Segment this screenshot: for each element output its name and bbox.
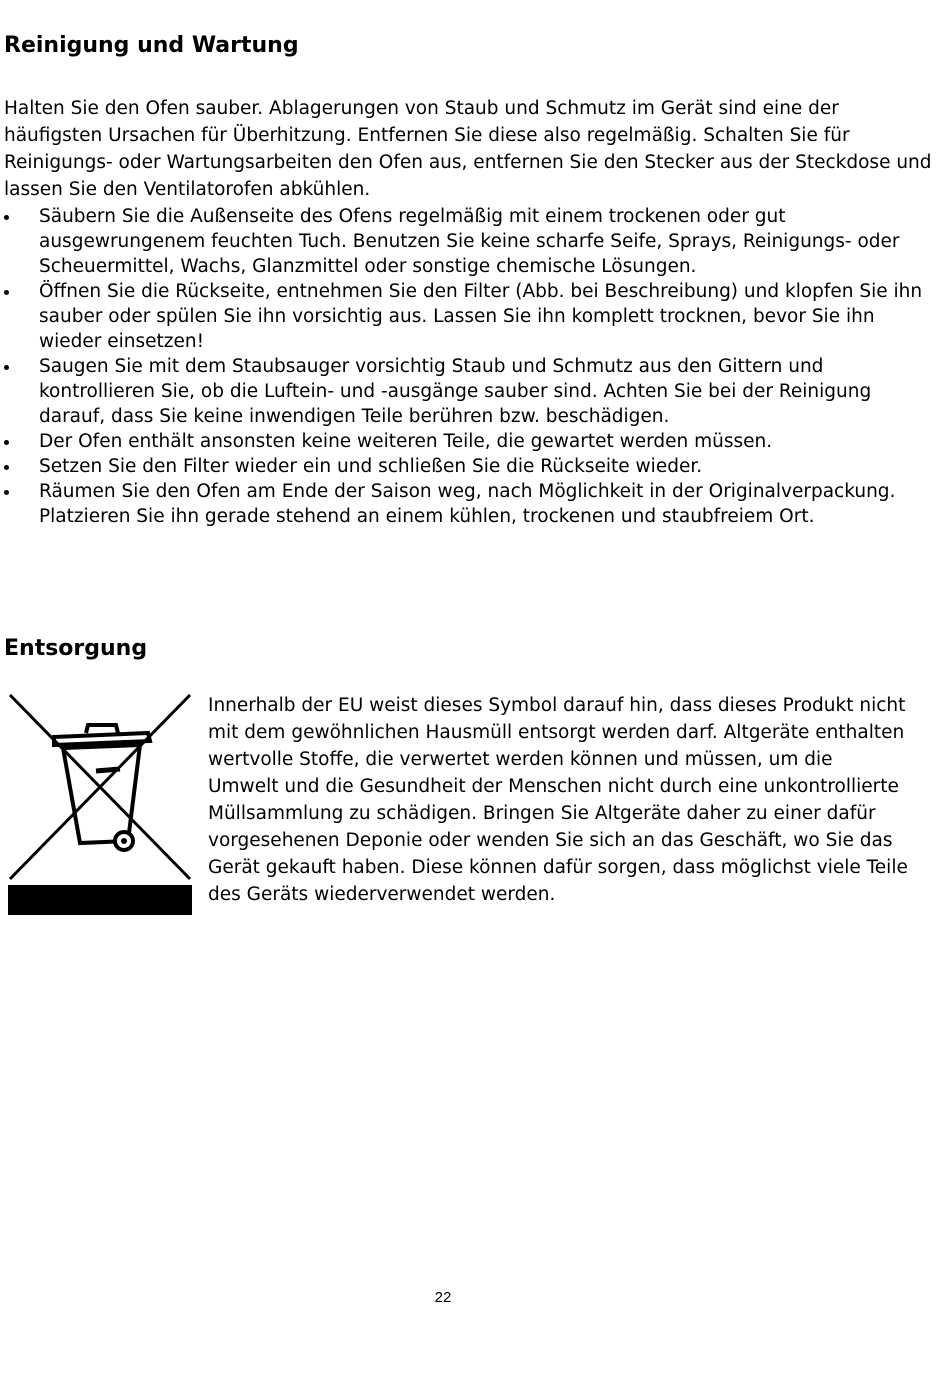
list-item <box>0 479 930 529</box>
list-item-text: Öffnen Sie die Rückseite, entnehmen Sie den Filter (Abb. bei Beschreibung) und klopfen Sie ihn sauber oder spülen Sie ihn vorsichtig aus. Lassen Sie ihn komplett trocknen, bevor Sie ihn wieder einsetzen! <box>39 281 923 352</box>
bullet-icon <box>4 490 9 495</box>
list-item-text: Der Ofen enthält ansonsten keine weiteren Teile, die gewartet werden müssen. <box>39 431 773 452</box>
section-title-cleaning: Reinigung und Wartung <box>4 33 299 58</box>
bullet-icon <box>4 365 9 370</box>
bullet-icon <box>4 215 9 220</box>
section-title-disposal: Entsorgung <box>4 636 148 661</box>
list-item-text: Säubern Sie die Außenseite des Ofens regelmäßig mit einem trockenen oder gut ausgewrungenem feuchten Tuch. Benutzen Sie keine scharfe Seife, Sprays, Reinigungs- oder Scheuermittel, Wachs, Glanzmittel oder sonstige chemische Lösungen. <box>39 206 900 277</box>
list-item <box>0 279 930 354</box>
list-item <box>0 454 930 479</box>
bullet-icon <box>4 465 9 470</box>
list-item <box>0 354 930 429</box>
list-item <box>0 204 930 279</box>
list-item-text: Saugen Sie mit dem Staubsauger vorsichtig Staub und Schmutz aus den Gittern und kontrollieren Sie, ob die Luftein- und -ausgänge sauber sind. Achten Sie bei der Reinigung darauf, dass Sie keine inwendigen Teile berühren bzw. beschädigen. <box>39 356 872 427</box>
bullet-icon <box>4 440 9 445</box>
cleaning-bullet-list <box>0 204 930 529</box>
bullet-icon <box>4 290 9 295</box>
disposal-paragraph: Innerhalb der EU weist dieses Symbol darauf hin, dass dieses Produkt nicht mit dem gewöhnlichen Hausmüll entsorgt werden darf. Altgeräte enthalten wertvolle Stoffe, die verwertet werden können und müssen, um die Umwelt und die Gesundheit der Menschen nicht durch eine unkontrollierte Müllsammlung zu schädigen. Bringen Sie Altgeräte daher zu einer dafür vorgesehenen Deponie oder wenden Sie sich an das Geschäft, wo Sie das Gerät gekauft haben. Diese können dafür sorgen, dass möglichst viele Teile des Geräts wiederverwendet werden. <box>208 695 908 905</box>
list-item <box>0 429 930 454</box>
list-item-text: Räumen Sie den Ofen am Ende der Saison weg, nach Möglichkeit in der Originalverpackung. Platzieren Sie ihn gerade stehend an einem kühlen, trockenen und staubfreiem Ort. <box>39 481 896 527</box>
cleaning-intro-paragraph: Halten Sie den Ofen sauber. Ablagerungen von Staub und Schmutz im Gerät sind eine der häufigsten Ursachen für Überhitzung. Entfernen Sie diese also regelmäßig. Schalten Sie für Reinigungs- oder Wartungsarbeiten den Ofen aus, entfernen Sie den Stecker aus der Steckdose und lassen Sie den Ventilatorofen abkühlen. <box>4 98 932 200</box>
list-item-text: Setzen Sie den Filter wieder ein und schließen Sie die Rückseite wieder. <box>39 456 703 477</box>
crossed-out-wheelie-bin-icon <box>8 693 192 915</box>
page-number: 22 <box>434 1289 452 1306</box>
